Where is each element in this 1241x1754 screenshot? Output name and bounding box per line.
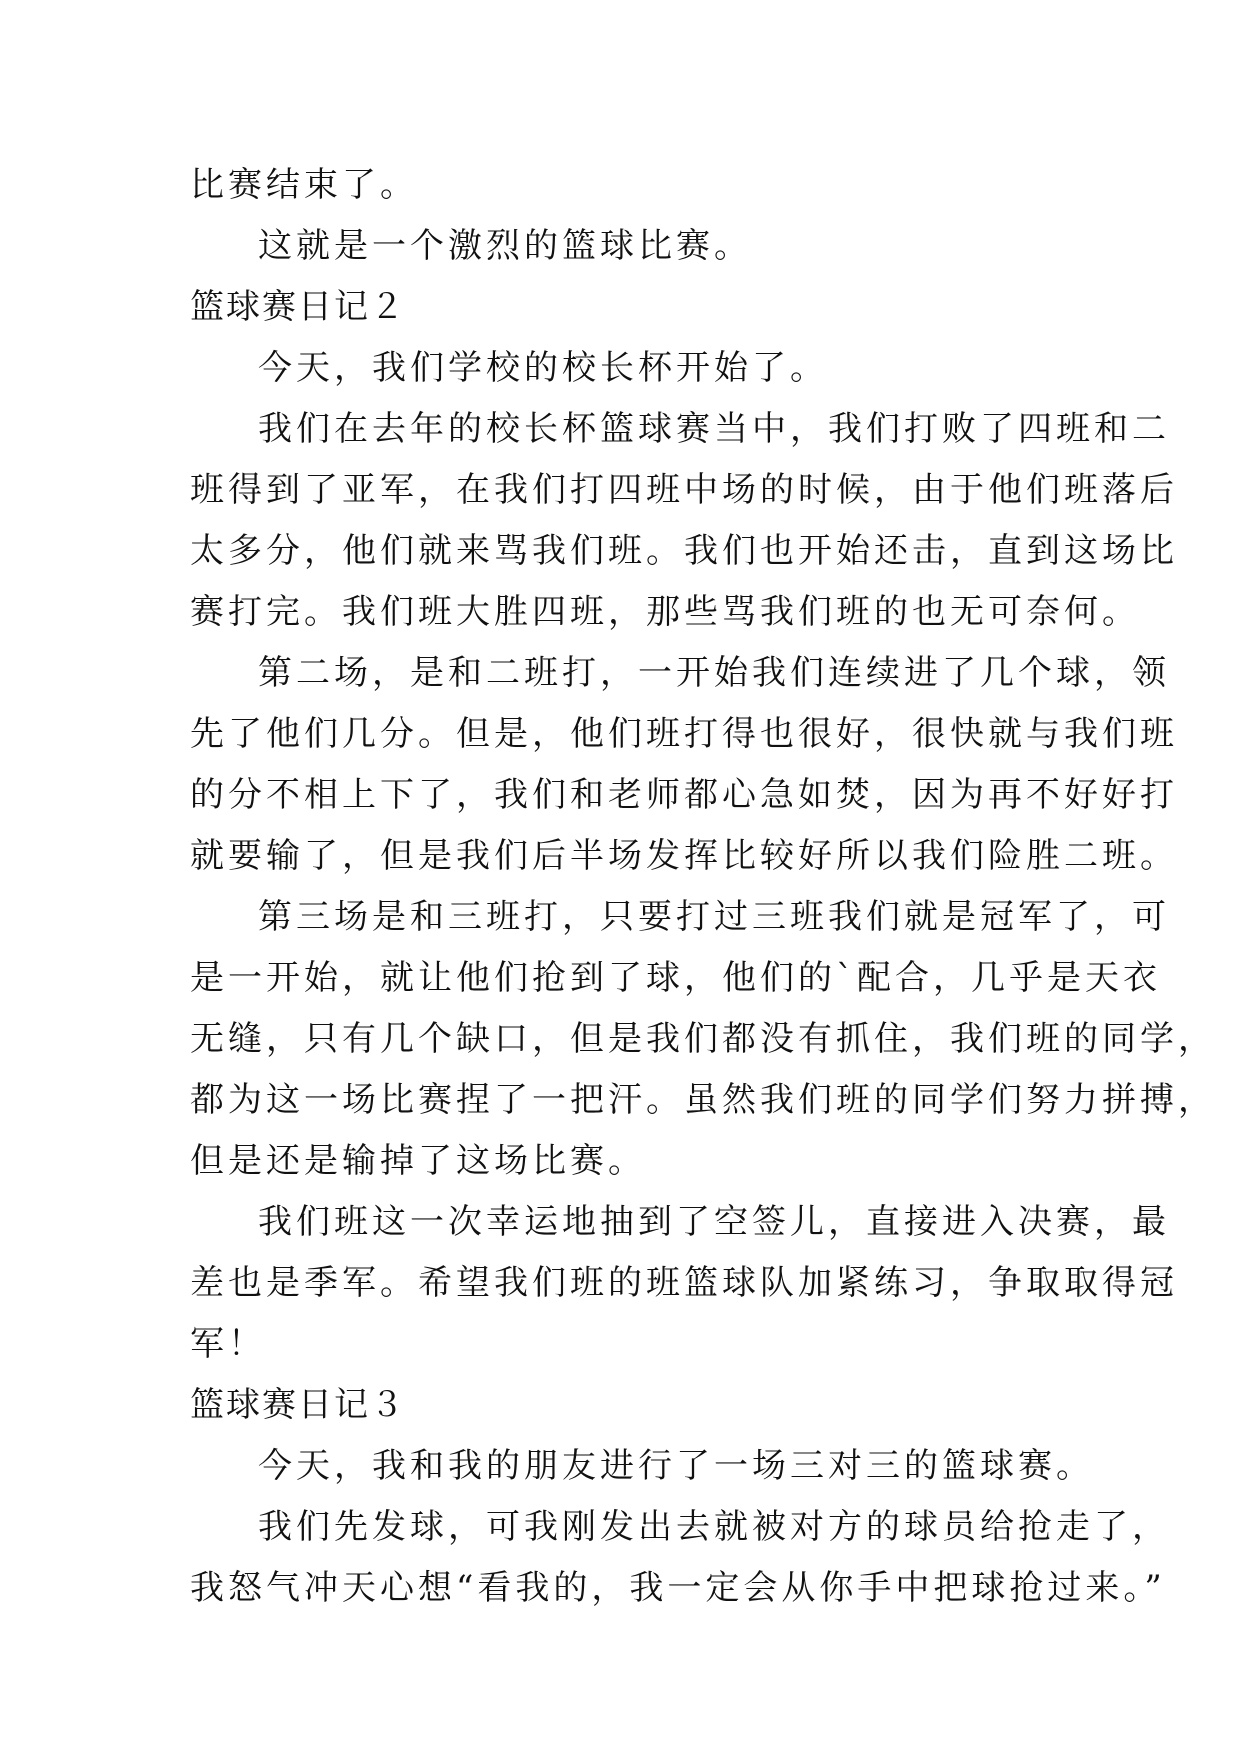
section-heading: 篮球赛日记２ bbox=[190, 287, 406, 327]
text-line: 我们班这一次幸运地抽到了空签儿，直接进入决赛，最 bbox=[258, 1202, 1170, 1242]
text-line: 但是还是输掉了这场比赛。 bbox=[190, 1141, 646, 1181]
document-page bbox=[190, 155, 1216, 1619]
text-line: 我们在去年的校长杯篮球赛当中，我们打败了四班和二 bbox=[258, 409, 1170, 449]
text-line: 第三场是和三班打，只要打过三班我们就是冠军了，可 bbox=[258, 897, 1170, 937]
text-line: 无缝，只有几个缺口，但是我们都没有抓住，我们班的同学， bbox=[190, 1019, 1216, 1059]
text-line: 是一开始，就让他们抢到了球，他们的`配合，几乎是天衣 bbox=[190, 958, 1161, 998]
text-line: 就要输了，但是我们后半场发挥比较好所以我们险胜二班。 bbox=[190, 836, 1178, 876]
text-line: 我怒气冲天心想“看我的，我一定会从你手中把球抢过来。” bbox=[190, 1568, 1166, 1608]
text-line: 比赛结束了。 bbox=[190, 165, 418, 205]
text-line: 第二场，是和二班打，一开始我们连续进了几个球，领 bbox=[258, 653, 1170, 693]
text-line: 的分不相上下了，我们和老师都心急如焚，因为再不好好打 bbox=[190, 775, 1178, 815]
text-line: 军！ bbox=[190, 1324, 266, 1364]
text-line: 今天，我和我的朋友进行了一场三对三的篮球赛。 bbox=[258, 1446, 1094, 1486]
text-line: 赛打完。我们班大胜四班，那些骂我们班的也无可奈何。 bbox=[190, 592, 1140, 632]
text-line: 太多分，他们就来骂我们班。我们也开始还击，直到这场比 bbox=[190, 531, 1178, 571]
text-line: 差也是季军。希望我们班的班篮球队加紧练习，争取取得冠 bbox=[190, 1263, 1178, 1303]
text-line: 班得到了亚军，在我们打四班中场的时候，由于他们班落后 bbox=[190, 470, 1178, 510]
text-line: 我们先发球，可我刚发出去就被对方的球员给抢走了， bbox=[258, 1507, 1170, 1547]
text-line: 今天，我们学校的校长杯开始了。 bbox=[258, 348, 828, 388]
text-line: 都为这一场比赛捏了一把汗。虽然我们班的同学们努力拼搏， bbox=[190, 1080, 1216, 1120]
section-heading: 篮球赛日记３ bbox=[190, 1385, 406, 1425]
text-line: 先了他们几分。但是，他们班打得也很好，很快就与我们班 bbox=[190, 714, 1178, 754]
text-line: 这就是一个激烈的篮球比赛。 bbox=[258, 226, 752, 266]
